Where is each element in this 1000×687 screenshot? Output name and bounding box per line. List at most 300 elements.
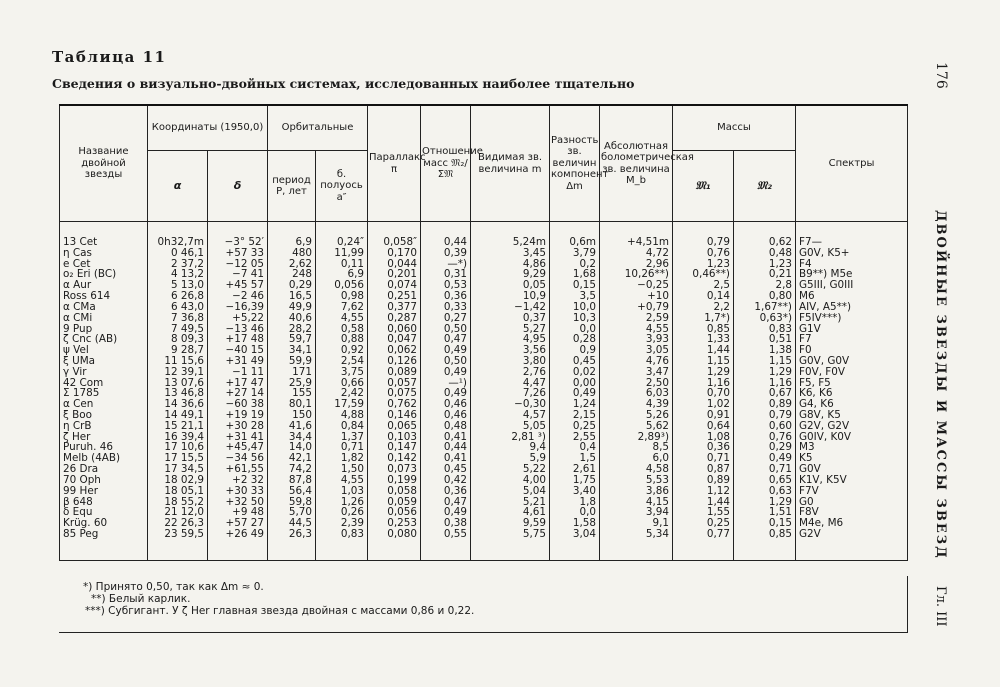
- cell-abs-bol-mag: 10,26**): [600, 269, 673, 280]
- cell-period: 59,9: [268, 356, 316, 367]
- cell-period: 248: [268, 269, 316, 280]
- cell-mass-1: 1,02: [673, 399, 734, 410]
- cell-parallax: 0,251: [368, 291, 421, 302]
- cell-delta-m: 1,68: [550, 269, 600, 280]
- cell-mass-1: 0,70: [673, 388, 734, 399]
- cell-semi-axis: 0,84: [316, 421, 368, 432]
- cell-mass-1: 0,76: [673, 248, 734, 259]
- cell-period: 16,5: [268, 291, 316, 302]
- cell-delta: +17 47: [208, 378, 268, 389]
- cell-mass-ratio: 0,27: [421, 313, 471, 324]
- cell-star-name: e Cet: [60, 259, 148, 270]
- cell-abs-bol-mag: 2,96: [600, 259, 673, 270]
- cell-mass-1: 1,44: [673, 345, 734, 356]
- cell-period: 74,2: [268, 464, 316, 475]
- cell-spectrum: M4e, M6: [796, 518, 908, 529]
- table-row: [60, 378, 908, 389]
- page-number: 176: [933, 62, 949, 89]
- cell-alpha: 18 05,1: [148, 486, 208, 497]
- cell-mass-ratio: 0,46: [421, 410, 471, 421]
- cell-mass-ratio: 0,50: [421, 356, 471, 367]
- table-row: [60, 269, 908, 280]
- cell-period: 40,6: [268, 313, 316, 324]
- cell-semi-axis: 1,26: [316, 497, 368, 508]
- cell-visual-mag: 4,57: [471, 410, 550, 421]
- cell-mass-1: 0,77: [673, 529, 734, 560]
- cell-mass-ratio: 0,39: [421, 248, 471, 259]
- cell-spectrum: M6: [796, 291, 908, 302]
- cell-semi-axis: 4,55: [316, 475, 368, 486]
- cell-mass-1: 0,91: [673, 410, 734, 421]
- cell-alpha: 2 37,2: [148, 259, 208, 270]
- cell-delta-m: 1,24: [550, 399, 600, 410]
- cell-spectrum: F7: [796, 334, 908, 345]
- cell-alpha: 7 49,5: [148, 324, 208, 335]
- header-mass-2: [734, 151, 796, 222]
- cell-abs-bol-mag: 4,39: [600, 399, 673, 410]
- cell-semi-axis: 0,83: [316, 529, 368, 560]
- cell-period: 171: [268, 367, 316, 378]
- cell-period: 44,5: [268, 518, 316, 529]
- cell-mass-1: 0,64: [673, 421, 734, 432]
- cell-mass-2: 0,15: [734, 518, 796, 529]
- cell-delta: +30 33: [208, 486, 268, 497]
- cell-mass-2: 0,60: [734, 421, 796, 432]
- header-abs-bol: Абсолютная болометрическая зв. величина M_b: [600, 105, 673, 222]
- cell-visual-mag: 5,21: [471, 497, 550, 508]
- cell-delta: −60 38: [208, 399, 268, 410]
- cell-delta: +45,47: [208, 442, 268, 453]
- header-mass-ratio: Отношение масс 𝔐₂/Σ𝔐: [421, 105, 471, 222]
- cell-alpha: 18 55,2: [148, 497, 208, 508]
- header-delta-label: δ: [233, 178, 242, 192]
- cell-delta-m: 0,0: [550, 324, 600, 335]
- cell-mass-ratio: 0,50: [421, 324, 471, 335]
- binary-stars-table: [59, 104, 908, 561]
- cell-mass-1: 1,33: [673, 334, 734, 345]
- table-row: [60, 291, 908, 302]
- cell-visual-mag: 10,9: [471, 291, 550, 302]
- cell-mass-2: 0,63: [734, 486, 796, 497]
- table-row: [60, 280, 908, 291]
- cell-mass-ratio: 0,49: [421, 367, 471, 378]
- cell-spectrum: F8V: [796, 507, 908, 518]
- cell-parallax: 0,201: [368, 269, 421, 280]
- cell-spectrum: AIV, A5**): [796, 302, 908, 313]
- cell-parallax: 0,044: [368, 259, 421, 270]
- cell-alpha: 7 36,8: [148, 313, 208, 324]
- cell-period: 41,6: [268, 421, 316, 432]
- cell-abs-bol-mag: 8,5: [600, 442, 673, 453]
- cell-visual-mag: 4,86: [471, 259, 550, 270]
- cell-visual-mag: 5,24m: [471, 222, 550, 248]
- cell-semi-axis: 17,59: [316, 399, 368, 410]
- cell-star-name: Ross 614: [60, 291, 148, 302]
- cell-alpha: 6 43,0: [148, 302, 208, 313]
- cell-spectrum: F7V: [796, 486, 908, 497]
- cell-period: 34,1: [268, 345, 316, 356]
- cell-mass-ratio: 0,38: [421, 518, 471, 529]
- header-parallax: Параллакс π: [368, 105, 421, 222]
- running-head: ДВОЙНЫЕ ЗВЕЗДЫ И МАССЫ ЗВЕЗД: [933, 210, 948, 560]
- cell-semi-axis: 2,54: [316, 356, 368, 367]
- cell-delta-m: 0,2: [550, 259, 600, 270]
- cell-period: 59,8: [268, 497, 316, 508]
- cell-abs-bol-mag: +4,51m: [600, 222, 673, 248]
- cell-alpha: 14 49,1: [148, 410, 208, 421]
- header-semi-axis: б. полуось a″: [316, 151, 368, 222]
- cell-parallax: 0,287: [368, 313, 421, 324]
- cell-parallax: 0,058: [368, 486, 421, 497]
- cell-delta: −13 46: [208, 324, 268, 335]
- table-row: [60, 222, 908, 248]
- cell-mass-1: 0,25: [673, 518, 734, 529]
- cell-delta: −7 41: [208, 269, 268, 280]
- cell-period: 26,3: [268, 529, 316, 560]
- table-row: [60, 324, 908, 335]
- cell-star-name: ξ Boo: [60, 410, 148, 421]
- cell-delta: +19 19: [208, 410, 268, 421]
- cell-delta: −3° 52′: [208, 222, 268, 248]
- cell-mass-2: 1,29: [734, 367, 796, 378]
- cell-visual-mag: 5,9: [471, 453, 550, 464]
- cell-mass-ratio: 0,41: [421, 453, 471, 464]
- cell-semi-axis: 2,42: [316, 388, 368, 399]
- cell-star-name: Σ 1785: [60, 388, 148, 399]
- table-caption: Сведения о визуально-двойных системах, исследованных наиболее тщательно: [52, 76, 635, 91]
- cell-delta: +17 48: [208, 334, 268, 345]
- cell-abs-bol-mag: 5,53: [600, 475, 673, 486]
- cell-mass-2: 0,76: [734, 432, 796, 443]
- cell-spectrum: G4, K6: [796, 399, 908, 410]
- cell-visual-mag: 0,05: [471, 280, 550, 291]
- cell-parallax: 0,056: [368, 507, 421, 518]
- table-row: [60, 345, 908, 356]
- cell-abs-bol-mag: 3,47: [600, 367, 673, 378]
- cell-mass-1: 0,71: [673, 453, 734, 464]
- cell-star-name: Krüg. 60: [60, 518, 148, 529]
- cell-abs-bol-mag: 3,93: [600, 334, 673, 345]
- cell-abs-bol-mag: 2,50: [600, 378, 673, 389]
- cell-star-name: 42 Com: [60, 378, 148, 389]
- cell-parallax: 0,103: [368, 432, 421, 443]
- cell-spectrum: G0IV, K0V: [796, 432, 908, 443]
- cell-mass-2: 0,48: [734, 248, 796, 259]
- cell-abs-bol-mag: 4,15: [600, 497, 673, 508]
- cell-mass-2: 0,85: [734, 529, 796, 560]
- cell-spectrum: F0V, F0V: [796, 367, 908, 378]
- cell-semi-axis: 0,66: [316, 378, 368, 389]
- cell-alpha: 13 46,8: [148, 388, 208, 399]
- table-row: [60, 475, 908, 486]
- cell-period: 80,1: [268, 399, 316, 410]
- note-3: ***) Субгигант. У ζ Her главная звезда двойная с массами 0,86 и 0,22.: [85, 605, 475, 617]
- cell-visual-mag: 2,81 ³): [471, 432, 550, 443]
- cell-parallax: 0,377: [368, 302, 421, 313]
- cell-mass-ratio: 0,55: [421, 529, 471, 560]
- cell-period: 0,29: [268, 280, 316, 291]
- table-row: [60, 453, 908, 464]
- cell-delta-m: 0,15: [550, 280, 600, 291]
- cell-mass-2: 0,65: [734, 475, 796, 486]
- cell-alpha: 17 10,6: [148, 442, 208, 453]
- cell-mass-2: 1,67**): [734, 302, 796, 313]
- note-1: *) Принято 0,50, так как Δm ≈ 0.: [83, 581, 264, 593]
- cell-delta-m: 0,0: [550, 507, 600, 518]
- cell-star-name: 13 Cet: [60, 222, 148, 248]
- cell-mass-ratio: 0,47: [421, 497, 471, 508]
- table-row: [60, 248, 908, 259]
- header-delta-m: Разность зв. величин компонент Δm: [550, 105, 600, 222]
- cell-star-name: η Cas: [60, 248, 148, 259]
- cell-star-name: 26 Dra: [60, 464, 148, 475]
- cell-period: 480: [268, 248, 316, 259]
- cell-delta-m: 3,40: [550, 486, 600, 497]
- cell-delta: −1 11: [208, 367, 268, 378]
- table-row: [60, 334, 908, 345]
- cell-mass-2: 0,63*): [734, 313, 796, 324]
- cell-delta: −12 05: [208, 259, 268, 270]
- cell-alpha: 12 39,1: [148, 367, 208, 378]
- table-row: [60, 486, 908, 497]
- cell-delta: −2 46: [208, 291, 268, 302]
- cell-spectrum: F0: [796, 345, 908, 356]
- cell-delta-m: 3,79: [550, 248, 600, 259]
- cell-alpha: 11 15,6: [148, 356, 208, 367]
- cell-mass-1: 0,46**): [673, 269, 734, 280]
- table-row: [60, 529, 908, 560]
- cell-visual-mag: 3,80: [471, 356, 550, 367]
- cell-star-name: 70 Oph: [60, 475, 148, 486]
- table-row: [60, 313, 908, 324]
- cell-delta-m: 1,75: [550, 475, 600, 486]
- cell-visual-mag: 4,00: [471, 475, 550, 486]
- header-mass-1-label: 𝔐₁: [695, 178, 711, 192]
- cell-alpha: 4 13,2: [148, 269, 208, 280]
- cell-parallax: 0,199: [368, 475, 421, 486]
- cell-delta-m: 3,04: [550, 529, 600, 560]
- cell-spectrum: M3: [796, 442, 908, 453]
- cell-alpha: 0 46,1: [148, 248, 208, 259]
- cell-mass-2: 0,49: [734, 453, 796, 464]
- header-period: период P, лет: [268, 151, 316, 222]
- cell-parallax: 0,170: [368, 248, 421, 259]
- cell-alpha: 23 59,5: [148, 529, 208, 560]
- cell-delta: +61,55: [208, 464, 268, 475]
- cell-mass-1: 1,7*): [673, 313, 734, 324]
- cell-alpha: 18 02,9: [148, 475, 208, 486]
- cell-mass-ratio: 0,53: [421, 280, 471, 291]
- cell-visual-mag: 4,61: [471, 507, 550, 518]
- cell-semi-axis: 6,9: [316, 269, 368, 280]
- cell-spectrum: F7—: [796, 222, 908, 248]
- cell-delta-m: 2,61: [550, 464, 600, 475]
- table-row: [60, 356, 908, 367]
- cell-star-name: 85 Peg: [60, 529, 148, 560]
- cell-semi-axis: 4,88: [316, 410, 368, 421]
- table-label: Таблица 11: [52, 48, 167, 66]
- cell-delta-m: 0,25: [550, 421, 600, 432]
- cell-mass-1: 1,12: [673, 486, 734, 497]
- cell-star-name: Puruh. 46: [60, 442, 148, 453]
- cell-mass-1: 0,14: [673, 291, 734, 302]
- cell-visual-mag: 5,27: [471, 324, 550, 335]
- cell-parallax: 0,060: [368, 324, 421, 335]
- cell-semi-axis: 2,39: [316, 518, 368, 529]
- cell-abs-bol-mag: 5,62: [600, 421, 673, 432]
- cell-semi-axis: 0,24″: [316, 222, 368, 248]
- cell-mass-2: 0,62: [734, 222, 796, 248]
- cell-spectrum: F5, F5: [796, 378, 908, 389]
- cell-mass-ratio: 0,31: [421, 269, 471, 280]
- cell-mass-1: 1,55: [673, 507, 734, 518]
- cell-star-name: ψ Vel: [60, 345, 148, 356]
- cell-abs-bol-mag: 4,76: [600, 356, 673, 367]
- cell-parallax: 0,762: [368, 399, 421, 410]
- cell-delta: +9 48: [208, 507, 268, 518]
- cell-abs-bol-mag: +0,79: [600, 302, 673, 313]
- cell-spectrum: K5: [796, 453, 908, 464]
- cell-spectrum: G5III, G0III: [796, 280, 908, 291]
- cell-mass-ratio: 0,44: [421, 222, 471, 248]
- cell-alpha: 5 13,0: [148, 280, 208, 291]
- cell-abs-bol-mag: 3,94: [600, 507, 673, 518]
- cell-mass-2: 2,8: [734, 280, 796, 291]
- cell-parallax: 0,080: [368, 529, 421, 560]
- cell-mass-2: 0,21: [734, 269, 796, 280]
- cell-delta: +57 27: [208, 518, 268, 529]
- cell-alpha: 9 28,7: [148, 345, 208, 356]
- cell-mass-2: 0,83: [734, 324, 796, 335]
- cell-alpha: 22 26,3: [148, 518, 208, 529]
- cell-alpha: 17 15,5: [148, 453, 208, 464]
- cell-mass-ratio: 0,45: [421, 464, 471, 475]
- cell-visual-mag: 3,56: [471, 345, 550, 356]
- header-alpha: [148, 151, 208, 222]
- cell-mass-ratio: 0,48: [421, 421, 471, 432]
- cell-alpha: 21 12,0: [148, 507, 208, 518]
- cell-delta-m: 3,5: [550, 291, 600, 302]
- table-row: [60, 442, 908, 453]
- cell-visual-mag: 4,95: [471, 334, 550, 345]
- cell-star-name: 9 Pup: [60, 324, 148, 335]
- cell-semi-axis: 11,99: [316, 248, 368, 259]
- cell-mass-1: 0,89: [673, 475, 734, 486]
- cell-mass-2: 0,71: [734, 464, 796, 475]
- cell-mass-2: 0,67: [734, 388, 796, 399]
- header-visual-mag: Видимая зв. величина m: [471, 105, 550, 222]
- cell-star-name: η CrB: [60, 421, 148, 432]
- cell-alpha: 17 34,5: [148, 464, 208, 475]
- cell-mass-ratio: 0,46: [421, 399, 471, 410]
- cell-delta: +31 49: [208, 356, 268, 367]
- cell-abs-bol-mag: 5,34: [600, 529, 673, 560]
- cell-spectrum: G8V, K5: [796, 410, 908, 421]
- cell-delta-m: 0,45: [550, 356, 600, 367]
- cell-abs-bol-mag: 2,89³): [600, 432, 673, 443]
- cell-mass-1: 0,87: [673, 464, 734, 475]
- cell-abs-bol-mag: 2,59: [600, 313, 673, 324]
- cell-period: 6,9: [268, 222, 316, 248]
- cell-delta-m: 0,9: [550, 345, 600, 356]
- cell-abs-bol-mag: 9,1: [600, 518, 673, 529]
- cell-abs-bol-mag: +10: [600, 291, 673, 302]
- cell-delta: +45 57: [208, 280, 268, 291]
- table-body: [60, 222, 908, 561]
- cell-mass-1: 0,79: [673, 222, 734, 248]
- cell-parallax: 0,074: [368, 280, 421, 291]
- header-spectra: Спектры: [796, 105, 908, 222]
- cell-abs-bol-mag: 4,72: [600, 248, 673, 259]
- cell-semi-axis: 7,62: [316, 302, 368, 313]
- cell-alpha: 8 09,3: [148, 334, 208, 345]
- cell-semi-axis: 1,50: [316, 464, 368, 475]
- cell-abs-bol-mag: 4,58: [600, 464, 673, 475]
- cell-delta-m: 0,28: [550, 334, 600, 345]
- cell-visual-mag: 0,37: [471, 313, 550, 324]
- cell-parallax: 0,142: [368, 453, 421, 464]
- cell-mass-2: 1,38: [734, 345, 796, 356]
- cell-parallax: 0,073: [368, 464, 421, 475]
- cell-mass-2: 0,89: [734, 399, 796, 410]
- cell-mass-ratio: —¹): [421, 378, 471, 389]
- cell-mass-2: 1,15: [734, 356, 796, 367]
- cell-period: 34,4: [268, 432, 316, 443]
- cell-semi-axis: 0,98: [316, 291, 368, 302]
- cell-delta-m: 0,00: [550, 378, 600, 389]
- header-masses: Массы: [673, 105, 796, 151]
- chapter-label: Гл. III: [933, 586, 948, 627]
- cell-period: 28,2: [268, 324, 316, 335]
- cell-mass-1: 0,36: [673, 442, 734, 453]
- header-orbital: Орбитальные: [268, 105, 368, 151]
- table-row: [60, 518, 908, 529]
- cell-delta: +2 32: [208, 475, 268, 486]
- table-row: [60, 399, 908, 410]
- cell-delta: +31 41: [208, 432, 268, 443]
- cell-star-name: α Cen: [60, 399, 148, 410]
- cell-delta-m: 0,49: [550, 388, 600, 399]
- cell-period: 59,7: [268, 334, 316, 345]
- cell-parallax: 0,065: [368, 421, 421, 432]
- cell-mass-ratio: 0,36: [421, 291, 471, 302]
- cell-mass-ratio: 0,41: [421, 432, 471, 443]
- cell-visual-mag: 9,29: [471, 269, 550, 280]
- cell-semi-axis: 1,82: [316, 453, 368, 464]
- cell-visual-mag: 9,4: [471, 442, 550, 453]
- cell-alpha: 0h32,7m: [148, 222, 208, 248]
- table-row: [60, 302, 908, 313]
- cell-visual-mag: 3,45: [471, 248, 550, 259]
- cell-visual-mag: −0,30: [471, 399, 550, 410]
- cell-spectrum: G1V: [796, 324, 908, 335]
- cell-abs-bol-mag: 6,0: [600, 453, 673, 464]
- cell-star-name: α CMi: [60, 313, 148, 324]
- cell-delta-m: 1,58: [550, 518, 600, 529]
- cell-delta-m: 10,0: [550, 302, 600, 313]
- header-delta: [208, 151, 268, 222]
- cell-spectrum: G0: [796, 497, 908, 508]
- cell-mass-1: 1,15: [673, 356, 734, 367]
- cell-mass-ratio: 0,49: [421, 388, 471, 399]
- table-row: [60, 259, 908, 270]
- table-row: [60, 497, 908, 508]
- table-row: [60, 464, 908, 475]
- cell-star-name: α Aur: [60, 280, 148, 291]
- header-alpha-label: α: [173, 178, 182, 192]
- cell-mass-ratio: 0,44: [421, 442, 471, 453]
- table-row: [60, 367, 908, 378]
